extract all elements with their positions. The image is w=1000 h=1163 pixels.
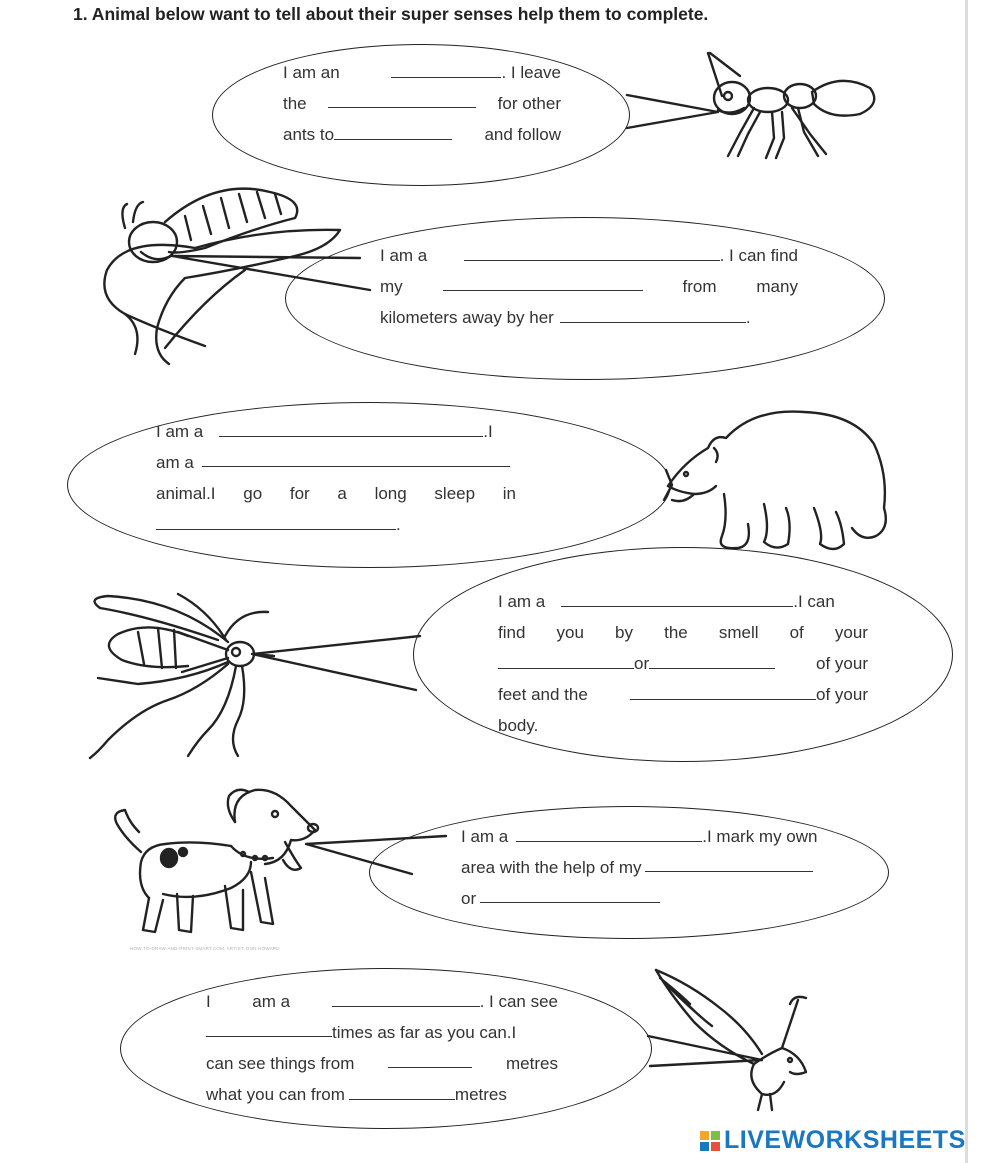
blank[interactable] [649,649,775,669]
text-eagle [206,986,558,1110]
line: can see things from metres [206,1048,558,1079]
eagle-illustration [650,964,810,1114]
blank[interactable] [332,987,480,1007]
line: ants to and follow [283,119,561,150]
blank[interactable] [443,271,643,291]
line: I am a . I can find [380,240,798,271]
line: or of your [498,648,868,679]
blank[interactable] [349,1080,455,1100]
liveworksheets-logo [700,1126,966,1155]
logo-text: LIVEWORKSHEETS [724,1126,966,1154]
line: kilometers away by her . [380,302,798,333]
logo-grid-icon [700,1131,720,1151]
text-dog [461,821,851,914]
blank[interactable] [645,852,813,872]
page-edge [965,0,968,1163]
text-bear [156,416,516,540]
mosquito-illustration [78,580,278,765]
line: . [156,509,516,540]
line: I am a .I can [498,586,868,617]
blank[interactable] [498,649,634,669]
line: I am an . I leave [283,57,561,88]
polar-bear-illustration [664,404,896,556]
blank[interactable] [328,88,476,108]
blank[interactable] [630,680,816,700]
caterpillar-illustration [95,178,355,368]
blank[interactable] [560,303,746,323]
text-ant [283,57,561,150]
blank[interactable] [388,1048,472,1068]
line: body. [498,716,539,735]
line: am a [156,447,516,478]
blank[interactable] [334,120,452,140]
line: times as far as you can.I [206,1017,558,1048]
blank[interactable] [219,417,483,437]
blank[interactable] [464,241,720,261]
blank[interactable] [561,587,793,607]
line: area with the help of my [461,852,851,883]
blank[interactable] [391,58,501,78]
page-title: 1. Animal below want to tell about their super senses help them to complete. [73,4,709,24]
line: I am a . I can see [206,986,558,1017]
text-moth [380,240,798,333]
blank[interactable] [202,447,510,467]
line: I am a .I [156,416,516,447]
line: feet and the of your [498,679,868,710]
line: find you by the smell of your [498,623,868,642]
line: the for other [283,88,561,119]
line: or [461,883,851,914]
text-mosquito [498,586,868,741]
blank[interactable] [206,1017,332,1037]
blank[interactable] [156,510,396,530]
blank[interactable] [480,883,660,903]
line: what you can from metres [206,1079,558,1110]
dog-image-caption: HOW-TO-DRAW-AND-PRINT-SMART.COM, ARTIST: DON HOWARD [130,946,280,951]
ant-illustration [700,48,885,163]
line: my from many [380,271,798,302]
pointer-eagle [0,0,1,1]
blank[interactable] [516,822,702,842]
dog-illustration [105,782,320,947]
line: animal.I go for a long sleep in [156,484,516,503]
line: I am a .I mark my own [461,821,851,852]
